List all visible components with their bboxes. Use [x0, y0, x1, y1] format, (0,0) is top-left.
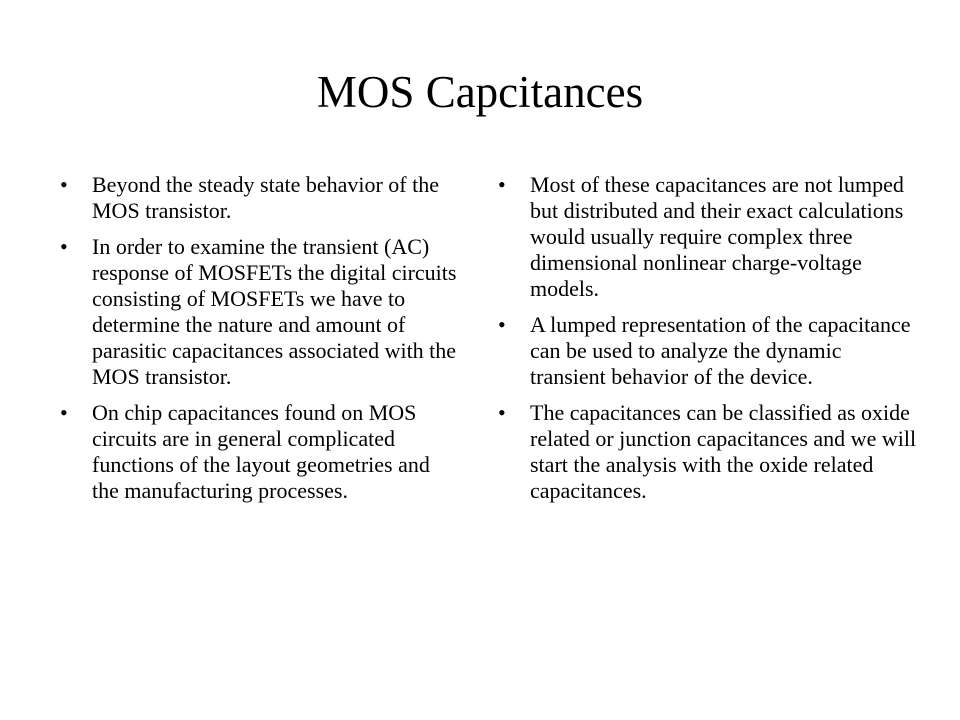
bullet-text: Most of these capacitances are not lumped but distributed and their exact calculations would usually require complex three dimensional nonlinear charge-voltage models. [530, 172, 904, 301]
bullet-item [498, 312, 918, 390]
bullet-text: In order to examine the transient (AC) response of MOSFETs the digital circuits consisting of MOSFETs we have to determine the nature and amount of parasitic capacitances associated with the MOS transistor. [92, 234, 457, 389]
bullet-text: On chip capacitances found on MOS circuits are in general complicated functions of the layout geometries and the manufacturing processes. [92, 400, 430, 503]
bullet-item [60, 400, 460, 504]
bullet-text: Beyond the steady state behavior of the MOS transistor. [92, 172, 440, 223]
bullet-item [60, 234, 460, 390]
bullet-marker: • [60, 172, 68, 197]
bullet-text: A lumped representation of the capacitance can be used to analyze the dynamic transient behavior of the device. [530, 312, 911, 389]
left-bullet-list [60, 172, 460, 514]
bullet-marker: • [498, 312, 506, 337]
bullet-marker: • [498, 172, 506, 197]
bullet-marker: • [60, 400, 68, 425]
slide-title: MOS Capcitances [316, 67, 644, 117]
bullet-item [60, 172, 460, 224]
bullet-item [498, 400, 918, 504]
bullet-item [498, 172, 918, 302]
bullet-text: The capacitances can be classified as oxide related or junction capacitances and we will start the analysis with the oxide related capacitances. [530, 400, 917, 503]
right-bullet-list [498, 172, 918, 514]
bullet-marker: • [498, 400, 506, 425]
bullet-marker: • [60, 234, 68, 259]
